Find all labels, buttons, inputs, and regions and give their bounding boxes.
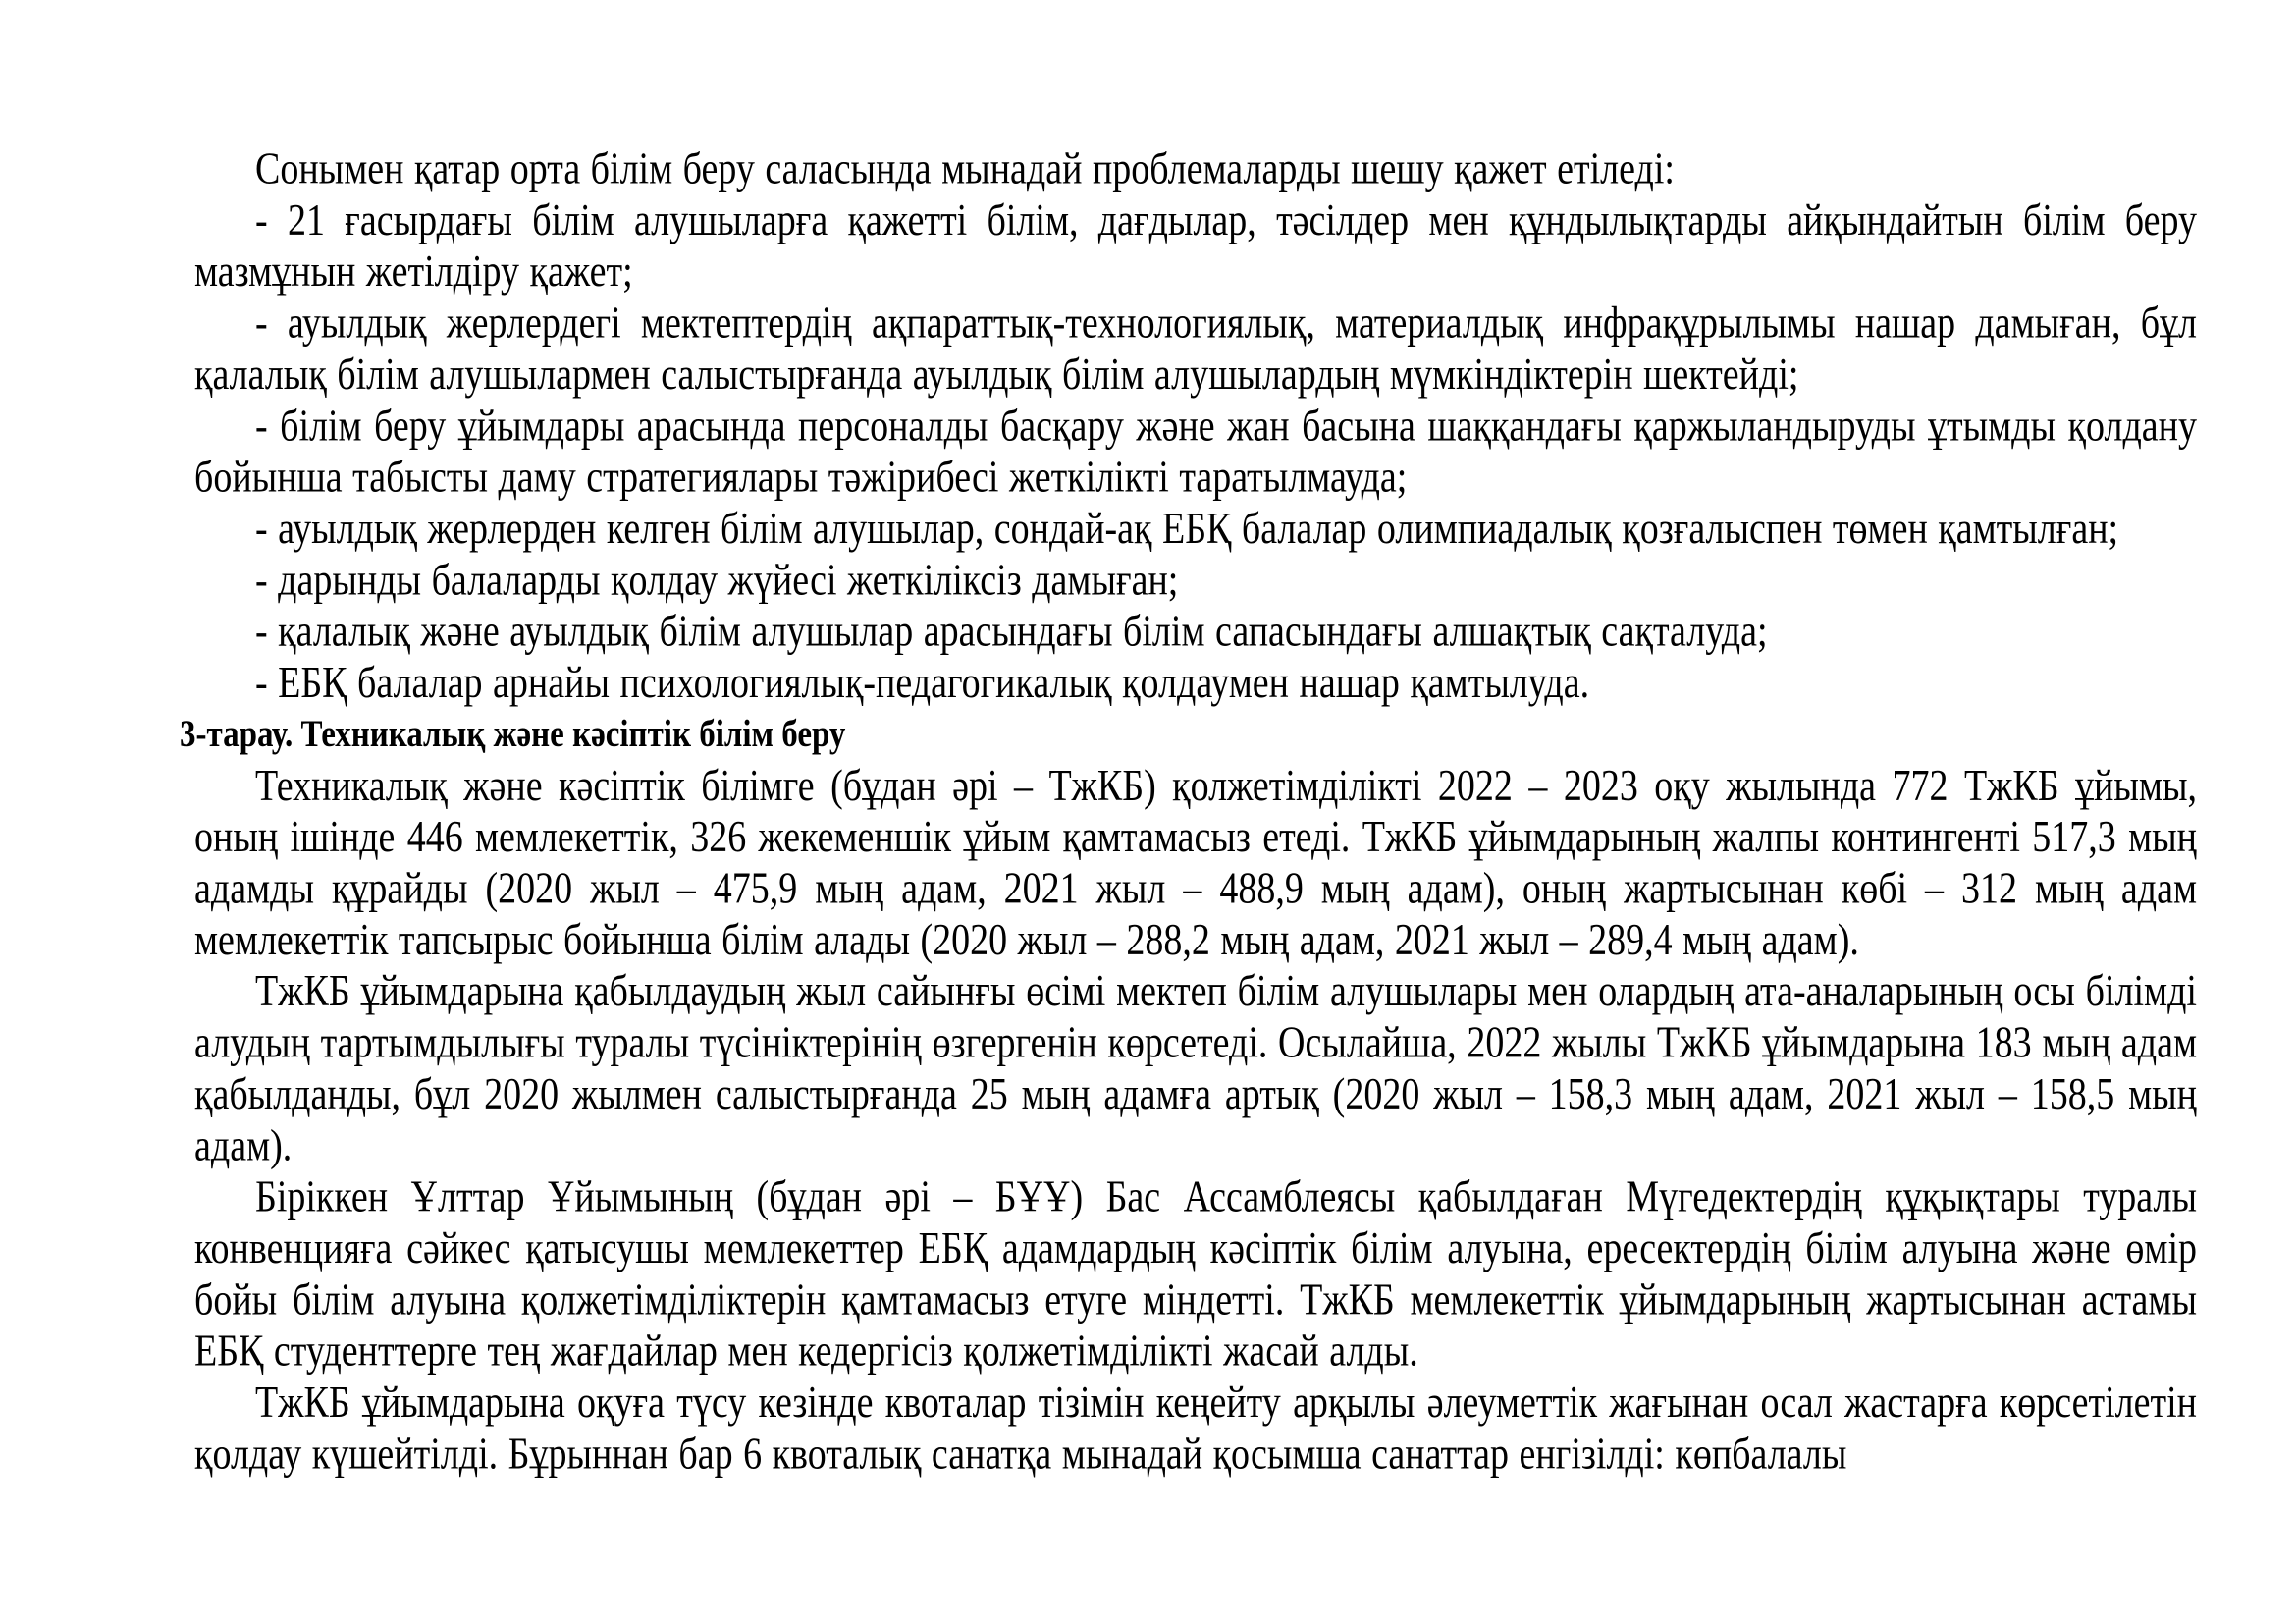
paragraph: - ауылдық жерлердегі мектептердің ақпараттық-технологиялық, материалдық инфрақұрылымы нашар дамыған, бұл қалалық білім алушылармен салыстырғанда ауылдық білім алушылардың мүмкіндіктерін шектейді; <box>194 298 2197 400</box>
paragraph: - ауылдық жерлерден келген білім алушылар, сондай-ақ ЕБҚ балалар олимпиадалық қозғалыспен төмен қамтылған; <box>255 504 2119 554</box>
paragraph: Сонымен қатар орта білім беру саласында мынадай проблемаларды шешу қажет етіледі: <box>255 144 1675 194</box>
document-body <box>180 143 2197 1480</box>
paragraph: - дарынды балаларды қолдау жүйесі жеткіліксіз дамыған; <box>255 556 1179 606</box>
paragraph: ТжКБ ұйымдарына оқуға түсу кезінде квоталар тізімін кеңейту арқылы әлеуметтік жағынан осал жастарға көрсетілетін қолдау күшейтілді. Бұрыннан бар 6 квоталық санатқа мынадай қосымша санаттар енгізілді: көпбалалы <box>194 1378 2197 1480</box>
paragraph: - білім беру ұйымдары арасында персоналды басқару және жан басына шаққандағы қаржыландыруды ұтымды қолдану бойынша табысты даму стратегиялары тәжірибесі жеткілікті таратылмауда; <box>194 401 2197 503</box>
paragraph: ТжКБ ұйымдарына қабылдаудың жыл сайынғы өсімі мектеп білім алушылары мен олардың ата-аналарының осы білімді алудың тартымдылығы туралы түсініктерінің өзгергенін көрсетеді. Осылайша, 2022 жылы ТжКБ ұйымдарына 183 мың адам қабылданды, бұл 2020 жылмен салыстырғанда 25 мың адамға артық (2020 жыл – 158,3 мың адам, 2021 жыл – 158,5 мың адам). <box>194 966 2197 1171</box>
paragraph: Біріккен Ұлттар Ұйымының (бұдан әрі – БҰҰ) Бас Ассамблеясы қабылдаған Мүгедектердің құқықтары туралы конвенцияға сәйкес қатысушы мемлекеттер ЕБҚ адамдардың кәсіптік білім алуына, ересектердің білім алуына және өмір бойы білім алуына қолжетімділіктерін қамтамасыз етуге міндетті. ТжКБ мемлекеттік ұйымдарының жартысынан астамы ЕБҚ студенттерге тең жағдайлар мен кедергісіз қолжетімділікті жасай алды. <box>194 1172 2197 1377</box>
paragraph: - ЕБҚ балалар арнайы психологиялық-педагогикалық қолдаумен нашар қамтылуда. <box>255 658 1590 708</box>
section-heading: 3-тарау. Техникалық және кәсіптік білім беру <box>180 713 846 756</box>
paragraph: Техникалық және кәсіптік білімге (бұдан әрі – ТжКБ) қолжетімділікті 2022 – 2023 оқу жылында 772 ТжКБ ұйымы, оның ішінде 446 мемлекеттік, 326 жекеменшік ұйым қамтамасыз етеді. ТжКБ ұйымдарының жалпы контингенті 517,3 мың адамды құрайды (2020 жыл – 475,9 мың адам, 2021 жыл – 488,9 мың адам), оның жартысынан көбі – 312 мың адам мемлекеттік тапсырыс бойынша білім алады (2020 жыл – 288,2 мың адам, 2021 жыл – 289,4 мың адам). <box>194 761 2197 965</box>
paragraph: - 21 ғасырдағы білім алушыларға қажетті білім, дағдылар, тәсілдер мен құндылықтарды айқындайтын білім беру мазмұнын жетілдіру қажет; <box>194 195 2197 297</box>
paragraph: - қалалық және ауылдық білім алушылар арасындағы білім сапасындағы алшақтық сақталуда; <box>255 607 1768 657</box>
